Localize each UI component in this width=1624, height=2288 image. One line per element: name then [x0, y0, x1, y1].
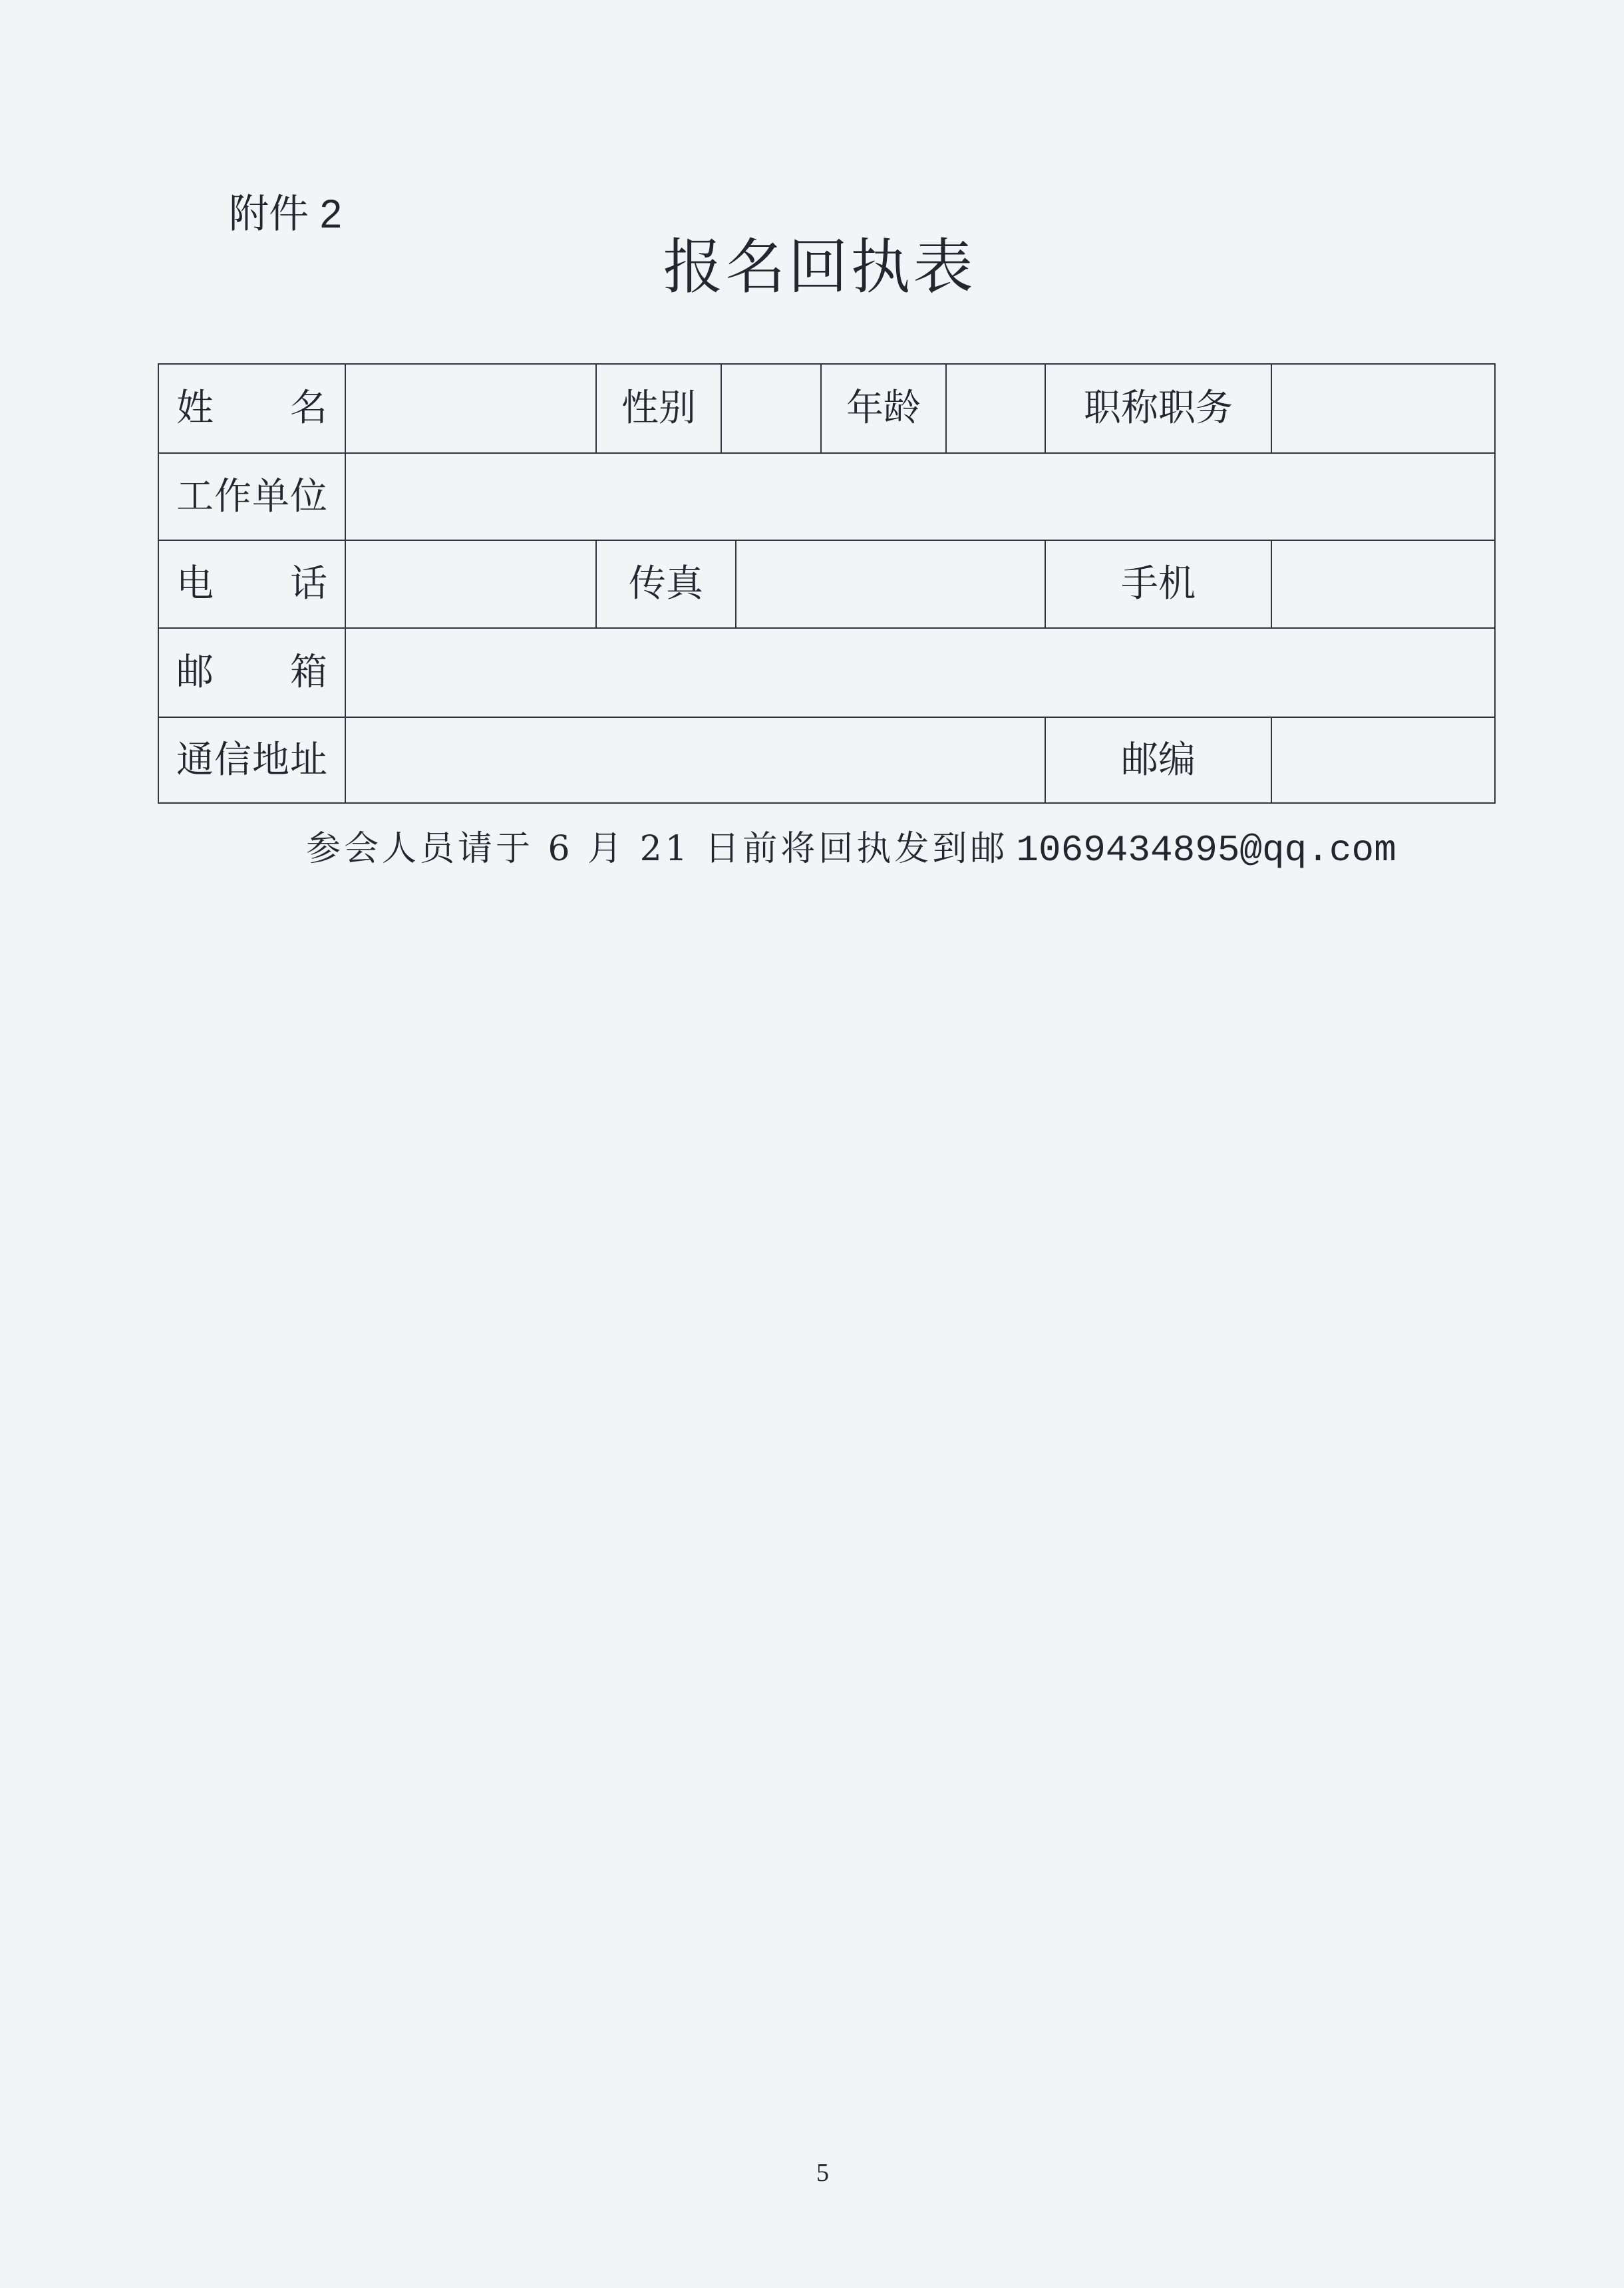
- submission-note-text: 参会人员请于 6 月 21 日前将回执发到邮: [306, 829, 1009, 869]
- email-label: 邮 箱: [176, 651, 327, 694]
- address-label-cell: [159, 718, 346, 804]
- phone-label: 电 话: [176, 562, 327, 605]
- gender-value-cell: [722, 365, 822, 454]
- age-value-cell: [947, 365, 1046, 454]
- phone-value-cell: [346, 541, 597, 629]
- page-number: 5: [816, 2159, 829, 2187]
- mobile-label: 手机: [1121, 562, 1196, 605]
- gender-label-cell: [597, 365, 722, 454]
- employer-label: 工作单位: [176, 474, 327, 518]
- postcode-label-cell: [1046, 718, 1272, 804]
- submission-email: 1069434895@qq.com: [1016, 829, 1396, 872]
- address-label: 通信地址: [176, 738, 327, 782]
- age-label-cell: [822, 365, 947, 454]
- name-label: 姓 名: [176, 387, 327, 430]
- mobile-value-cell: [1272, 541, 1496, 629]
- employer-value-cell: [346, 454, 1496, 541]
- position-value-cell: [1272, 365, 1496, 454]
- submission-note: [306, 826, 1437, 873]
- fax-label: 传真: [629, 562, 703, 605]
- position-label-cell: [1046, 365, 1272, 454]
- name-label-cell: [159, 365, 346, 454]
- email-label-cell: [159, 629, 346, 718]
- attachment-label: 附件 2: [229, 192, 343, 236]
- email-value-cell: [346, 629, 1496, 718]
- fax-value-cell: [736, 541, 1046, 629]
- employer-label-cell: [159, 454, 346, 541]
- gender-label: 性别: [621, 387, 696, 430]
- postcode-value-cell: [1272, 718, 1496, 804]
- position-label: 职称职务: [1084, 387, 1233, 430]
- age-label: 年龄: [846, 387, 921, 430]
- postcode-label: 邮编: [1121, 738, 1196, 782]
- phone-label-cell: [159, 541, 346, 629]
- name-value-cell: [346, 365, 597, 454]
- mobile-label-cell: [1046, 541, 1272, 629]
- form-title: 报名回执表: [663, 232, 976, 302]
- registration-form-table: [158, 363, 1496, 804]
- fax-label-cell: [597, 541, 736, 629]
- address-value-cell: [346, 718, 1046, 804]
